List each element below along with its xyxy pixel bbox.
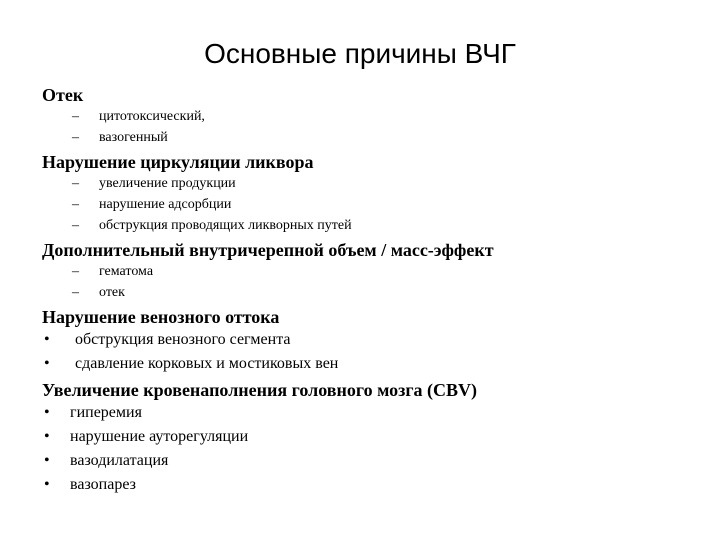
list-item xyxy=(42,106,702,127)
section-csf-circulation xyxy=(42,151,702,236)
list-item-label: гематома xyxy=(99,264,154,279)
section-edema xyxy=(42,84,702,148)
dash-marker: – xyxy=(72,109,79,124)
list-item xyxy=(42,215,702,236)
dash-marker: – xyxy=(72,197,79,212)
bullet-marker: • xyxy=(44,331,50,348)
section-mass-effect xyxy=(42,239,702,303)
list-item-label: вазопарез xyxy=(70,476,136,493)
list-item-label: обструкция проводящих ликворных путей xyxy=(99,218,352,233)
list-item xyxy=(42,352,702,376)
section-heading: Нарушение венозного оттока xyxy=(42,307,280,327)
slide-title: Основные причины ВЧГ xyxy=(204,38,516,69)
list-item-label: нарушение адсорбции xyxy=(99,197,232,212)
list-item xyxy=(42,328,702,352)
list-item-label: вазогенный xyxy=(99,130,168,145)
list-item xyxy=(42,194,702,215)
section-cbv xyxy=(42,379,702,497)
list-item-label: сдавление корковых и мостиковых вен xyxy=(75,355,339,372)
section-heading: Нарушение циркуляции ликвора xyxy=(42,152,314,172)
section-heading: Отек xyxy=(42,85,84,105)
bullet-marker: • xyxy=(44,428,50,445)
slide-content xyxy=(42,84,702,500)
list-item xyxy=(42,449,702,473)
list-item-label: увеличение продукции xyxy=(99,176,236,191)
list-item xyxy=(42,173,702,194)
section-heading: Дополнительный внутричерепной объем / масс-эффект xyxy=(42,240,494,260)
list-item xyxy=(42,473,702,497)
bullet-marker: • xyxy=(44,452,50,469)
dash-marker: – xyxy=(72,176,79,191)
list-item-label: вазодилатация xyxy=(70,452,169,469)
dash-marker: – xyxy=(72,218,79,233)
bullet-marker: • xyxy=(44,404,50,421)
list-item-label: обструкция венозного сегмента xyxy=(75,331,291,348)
dash-marker: – xyxy=(72,264,79,279)
bullet-marker: • xyxy=(44,355,50,372)
dash-marker: – xyxy=(72,285,79,300)
list-item-label: гиперемия xyxy=(70,404,142,421)
section-venous-outflow xyxy=(42,306,702,376)
list-item xyxy=(42,261,702,282)
list-item xyxy=(42,401,702,425)
section-heading: Увеличение кровенаполнения головного мозга (CBV) xyxy=(42,380,478,400)
list-item xyxy=(42,282,702,303)
list-item xyxy=(42,127,702,148)
list-item xyxy=(42,425,702,449)
dash-marker: – xyxy=(72,130,79,145)
list-item-label: отек xyxy=(99,285,125,300)
bullet-marker: • xyxy=(44,476,50,493)
list-item-label: цитотоксический, xyxy=(99,109,205,124)
list-item-label: нарушение ауторегуляции xyxy=(70,428,249,445)
